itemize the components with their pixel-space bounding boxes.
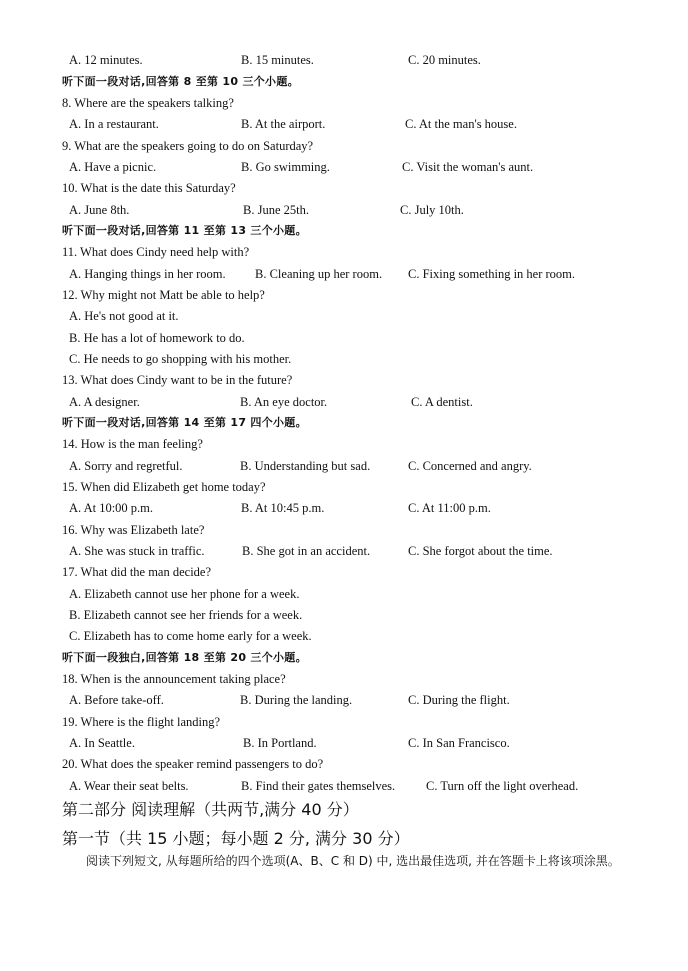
answer-option: B. 15 minutes. xyxy=(241,53,314,67)
answer-option: B. Elizabeth cannot see her friends for a week. xyxy=(69,608,303,622)
answer-option: B. Understanding but sad. xyxy=(240,459,371,473)
question-text: 12. Why might not Matt be able to help? xyxy=(62,288,265,302)
answer-option: C. Visit the woman's aunt. xyxy=(402,160,534,174)
answer-option: A. At 10:00 p.m. xyxy=(69,501,154,515)
answer-option: B. He has a lot of homework to do. xyxy=(69,331,245,345)
answer-option: A. He's not good at it. xyxy=(69,309,179,323)
section-instruction: 听下面一段对话,回答第 8 至第 10 三个小题。 xyxy=(62,75,299,88)
answer-option: C. She forgot about the time. xyxy=(408,544,553,558)
answer-option: C. In San Francisco. xyxy=(408,736,510,750)
answer-option: C. He needs to go shopping with his mother. xyxy=(69,352,292,366)
question-text: 10. What is the date this Saturday? xyxy=(62,181,236,195)
answer-option: A. Wear their seat belts. xyxy=(69,779,189,793)
answer-option: B. At 10:45 p.m. xyxy=(241,501,325,515)
answer-option: A. She was stuck in traffic. xyxy=(69,544,205,558)
answer-option: B. Cleaning up her room. xyxy=(255,267,383,281)
question-text: 8. Where are the speakers talking? xyxy=(62,96,234,110)
answer-option: A. A designer. xyxy=(69,395,140,409)
answer-option: A. Elizabeth cannot use her phone for a week. xyxy=(69,587,300,601)
question-text: 13. What does Cindy want to be in the future? xyxy=(62,373,293,387)
section-instruction: 听下面一段对话,回答第 11 至第 13 三个小题。 xyxy=(62,224,307,237)
answer-option: A. June 8th. xyxy=(69,203,130,217)
answer-option: A. Sorry and regretful. xyxy=(69,459,183,473)
section-heading: 第一节（共 15 小题；每小题 2 分, 满分 30 分） xyxy=(62,829,410,848)
answer-option: C. 20 minutes. xyxy=(408,53,481,67)
question-text: 18. When is the announcement taking place? xyxy=(62,672,286,686)
answer-option: A. 12 minutes. xyxy=(69,53,143,67)
answer-option: B. In Portland. xyxy=(243,736,317,750)
question-text: 19. Where is the flight landing? xyxy=(62,715,221,729)
answer-option: C. July 10th. xyxy=(400,203,464,217)
answer-option: C. At the man's house. xyxy=(405,117,517,131)
answer-option: C. At 11:00 p.m. xyxy=(408,501,491,515)
answer-option: C. Fixing something in her room. xyxy=(408,267,576,281)
answer-option: B. Find their gates themselves. xyxy=(241,779,396,793)
section-instruction: 听下面一段对话,回答第 14 至第 17 四个小题。 xyxy=(62,416,307,429)
question-text: 15. When did Elizabeth get home today? xyxy=(62,480,266,494)
answer-option: B. During the landing. xyxy=(240,693,353,707)
answer-option: C. Turn off the light overhead. xyxy=(426,779,579,793)
answer-option: A. Hanging things in her room. xyxy=(69,267,226,281)
answer-option: C. During the flight. xyxy=(408,693,510,707)
answer-option: A. Before take-off. xyxy=(69,693,164,707)
answer-option: C. A dentist. xyxy=(411,395,473,409)
answer-option: B. June 25th. xyxy=(243,203,309,217)
answer-option: B. She got in an accident. xyxy=(242,544,371,558)
question-text: 17. What did the man decide? xyxy=(62,565,212,579)
answer-option: C. Elizabeth has to come home early for a week. xyxy=(69,629,312,643)
section-heading: 第二部分 阅读理解（共两节,满分 40 分） xyxy=(62,800,359,819)
section-instruction: 听下面一段独白,回答第 18 至第 20 三个小题。 xyxy=(62,651,307,664)
answer-option: B. At the airport. xyxy=(241,117,326,131)
answer-option: A. In a restaurant. xyxy=(69,117,159,131)
question-text: 20. What does the speaker remind passengers to do? xyxy=(62,757,324,771)
question-text: 11. What does Cindy need help with? xyxy=(62,245,250,259)
answer-option: A. Have a picnic. xyxy=(69,160,157,174)
answer-option: C. Concerned and angry. xyxy=(408,459,532,473)
question-text: 16. Why was Elizabeth late? xyxy=(62,523,205,537)
answer-option: A. In Seattle. xyxy=(69,736,135,750)
question-text: 14. How is the man feeling? xyxy=(62,437,203,451)
answer-option: B. Go swimming. xyxy=(241,160,330,174)
question-text: 9. What are the speakers going to do on Saturday? xyxy=(62,139,314,153)
reading-instruction: 阅读下列短文, 从每题所给的四个选项(A、B、C 和 D) 中, 选出最佳选项, 并在答题卡上将该项涂黑。 xyxy=(86,854,620,868)
answer-option: B. An eye doctor. xyxy=(240,395,328,409)
